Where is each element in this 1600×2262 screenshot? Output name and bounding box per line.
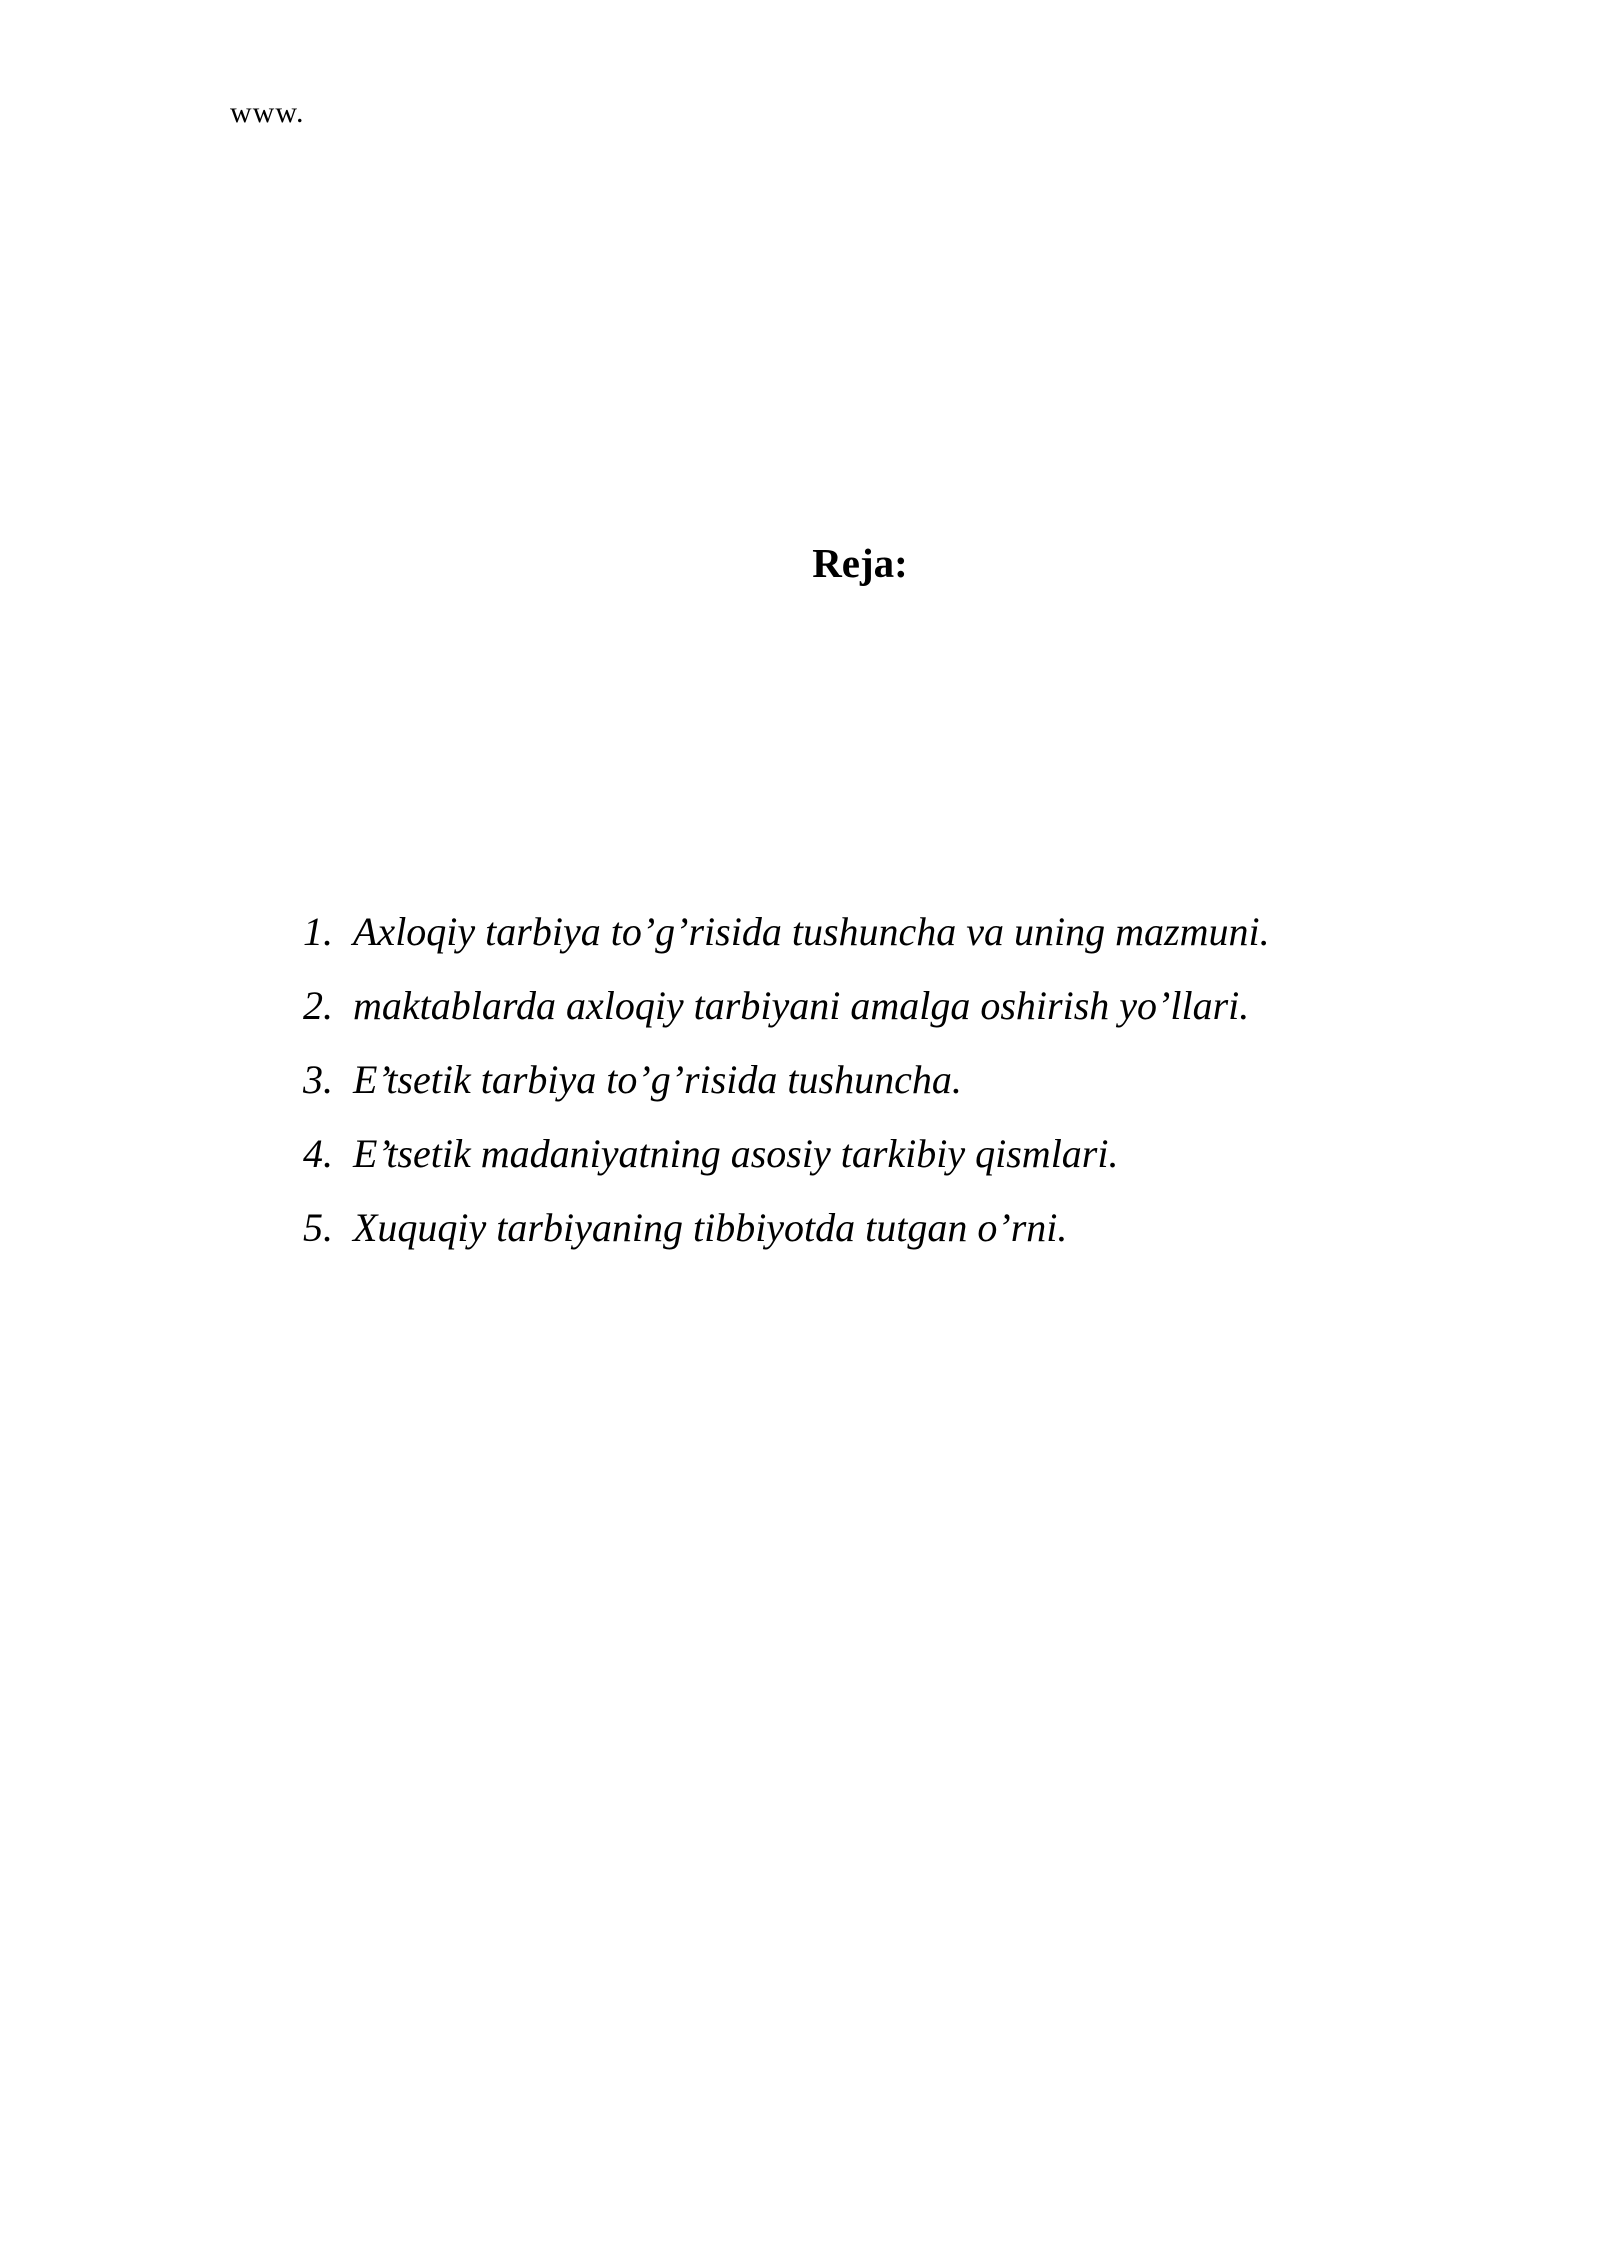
list-item-number: 5. [303,1205,333,1250]
list-item-number: 3. [303,1057,333,1102]
list-item-number: 1. [303,909,333,954]
list-item [303,1117,1270,1191]
list-item-text: maktablarda axloqiy tarbiyani amalga oshirish yo’llari. [353,983,1250,1028]
list-item-text: E’tsetik madaniyatning asosiy tarkibiy qismlari. [353,1131,1119,1176]
list-item-text: E’tsetik tarbiya to’g’risida tushuncha. [353,1057,962,1102]
page-title: Reja: [812,540,908,586]
list-item [303,1043,1270,1117]
list-item [303,969,1270,1043]
list-item-number: 4. [303,1131,333,1176]
list-item [303,1191,1270,1265]
list-item-text: Xuquqiy tarbiyaning tibbiyotda tutgan o’rni. [353,1205,1068,1250]
list-item-number: 2. [303,983,333,1028]
page-header-text: www. [230,96,305,129]
list-item [303,895,1270,969]
plan-list [303,895,1270,1265]
list-item-text: Axloqiy tarbiya to’g’risida tushuncha va uning mazmuni. [353,909,1270,954]
